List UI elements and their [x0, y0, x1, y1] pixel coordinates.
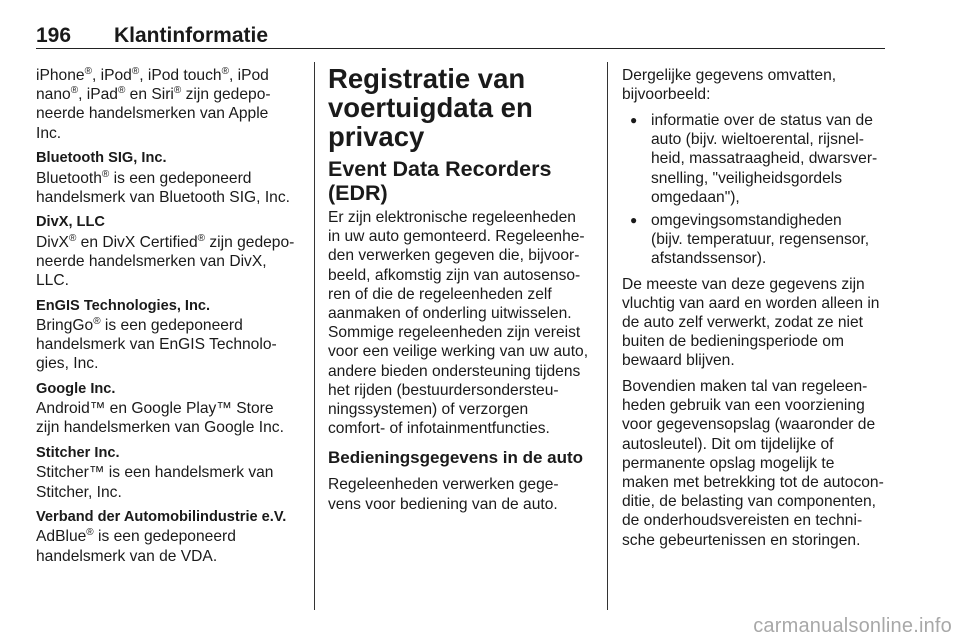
- text-line: ditie, de belasting van componenten,: [622, 493, 877, 511]
- bullet-line: informatie over de status van de: [651, 111, 873, 129]
- watermark: carmanualsonline.info: [753, 615, 952, 637]
- engis-line-1: BringGo® is een gedeponeerd: [36, 315, 243, 334]
- operating-data-paragraph: [328, 475, 590, 513]
- text-line: de auto zelf verwerkt, zodat ze niet: [622, 313, 863, 331]
- edr-text-line: andere bieden ondersteuning tijdens: [328, 362, 581, 380]
- edr-text-line: Sommige regeleenheden zijn vereist: [328, 324, 581, 342]
- stitcher-line-2: Stitcher, Inc.: [36, 483, 122, 501]
- edr-text-line: beeld, afkomstig zijn van autosenso-: [328, 266, 581, 284]
- edr-text-line: den verwerken gegeven die, bijvoor-: [328, 247, 580, 265]
- bullet-line: omgevingsomstandigheden: [651, 211, 842, 229]
- text-line: heden gebruik van een voorziening: [622, 397, 865, 415]
- column-2: [328, 63, 590, 520]
- volatile-data-paragraph: [622, 275, 890, 371]
- intro-line: Dergelijke gegevens omvatten,: [622, 67, 837, 84]
- edr-paragraph: [328, 208, 590, 438]
- section-heading-line-2: voertuigdata en privacy: [328, 92, 533, 152]
- edr-text-line: het rijden (bestuurdersondersteu-: [328, 381, 559, 399]
- edr-heading-line-2: (EDR): [328, 181, 388, 205]
- google-line-1: Android™ en Google Play™ Store: [36, 400, 274, 418]
- apple-line-2: nano®, iPad® en Siri® zijn gedepo-: [36, 85, 271, 104]
- text-line: autosleutel). Dit om tijdelijke of: [622, 435, 834, 453]
- divx-line-2: neerde handelsmerken van DivX,: [36, 252, 267, 270]
- intro-paragraph: [622, 66, 890, 104]
- column-divider-1: [314, 62, 315, 610]
- stitcher-trademark: [36, 444, 298, 502]
- text-line: bewaard blijven.: [622, 352, 735, 370]
- edr-text-line: Er zijn elektronische regeleenheden: [328, 209, 576, 226]
- vda-trademark: [36, 508, 298, 566]
- page-number: 196: [36, 24, 72, 47]
- edr-text-line: in uw auto gemonteerd. Regeleenhe-: [328, 228, 585, 246]
- bluetooth-line-2: handelsmerk van Bluetooth SIG, Inc.: [36, 188, 290, 206]
- bluetooth-trademark: [36, 149, 298, 207]
- engis-trademark: [36, 297, 298, 374]
- column-divider-2: [607, 62, 608, 610]
- vda-line-2: handelsmerk van de VDA.: [36, 547, 218, 565]
- column-1: [36, 66, 298, 572]
- divx-line-3: LLC.: [36, 272, 69, 290]
- apple-line-1: iPhone®, iPod®, iPod touch®, iPod: [36, 65, 269, 84]
- edr-text-line: aanmaken of onderling uitwisselen.: [328, 305, 572, 323]
- text-line: De meeste van deze gegevens zijn: [622, 275, 865, 293]
- bullet-line: (bijv. temperatuur, regensensor,: [651, 231, 870, 249]
- example-list: [622, 111, 890, 269]
- text-line: buiten de bedieningsperiode om: [622, 333, 844, 351]
- engis-line-3: gies, Inc.: [36, 355, 99, 373]
- bullet-line: heid, massatraagheid, dwarsver-: [651, 150, 878, 168]
- text-line: maken met betrekking tot de autocon-: [622, 474, 884, 492]
- page-header: [36, 24, 885, 49]
- operating-text-line: Regeleenheden verwerken gege-: [328, 476, 559, 494]
- apple-trademarks: [36, 66, 298, 143]
- vda-heading: Verband der Automobilindustrie e.V.: [36, 509, 287, 526]
- edr-text-line: comfort- of infotainmentfuncties.: [328, 420, 550, 438]
- text-line: sche gebeurtenissen en storingen.: [622, 531, 861, 549]
- google-line-2: zijn handelsmerken van Google Inc.: [36, 419, 284, 437]
- subsection-heading-operating-data: Bedieningsgegevens in de auto: [328, 448, 584, 468]
- divx-heading: DivX, LLC: [36, 214, 105, 231]
- apple-line-4: Inc.: [36, 124, 62, 142]
- bullet-line: auto (bijv. wieltoerental, rijsnel-: [651, 131, 864, 149]
- text-line: vluchtig van aard en worden alleen in: [622, 294, 880, 312]
- bluetooth-heading: Bluetooth SIG, Inc.: [36, 150, 167, 167]
- engis-heading: EnGIS Technologies, Inc.: [36, 297, 211, 314]
- subsection-heading-edr: [328, 157, 590, 205]
- operating-text-line: vens voor bediening van de auto.: [328, 495, 558, 513]
- intro-line: bijvoorbeeld:: [622, 86, 711, 104]
- bullet-line: snelling, "veiligheidsgordels: [651, 169, 843, 187]
- edr-heading-line-1: Event Data Recorders: [328, 157, 552, 181]
- google-heading: Google Inc.: [36, 381, 116, 398]
- list-item: [622, 111, 890, 207]
- edr-text-line: ren of die de regeleenheden zelf: [328, 285, 552, 303]
- bullet-line: afstandssensor).: [651, 250, 767, 268]
- section-heading-line-1: Registratie van: [328, 63, 526, 94]
- storage-paragraph: [622, 377, 890, 550]
- bullet-line: omgedaan"),: [651, 188, 740, 206]
- section-heading: [328, 64, 590, 151]
- vda-line-1: AdBlue® is een gedeponeerd: [36, 527, 236, 546]
- text-line: permanente opslag mogelijk te: [622, 454, 835, 472]
- running-title: Klantinformatie: [114, 24, 269, 47]
- divx-line-1: DivX® en DivX Certified® zijn gedepo-: [36, 232, 295, 251]
- text-line: Bovendien maken tal van regeleen-: [622, 378, 868, 396]
- stitcher-line-1: Stitcher™ is een handelsmerk van: [36, 464, 274, 482]
- text-line: voor gegevensopslag (waaronder de: [622, 416, 876, 434]
- column-3: [622, 66, 890, 556]
- edr-text-line: voor een veilige werking van uw auto,: [328, 343, 589, 361]
- stitcher-heading: Stitcher Inc.: [36, 445, 120, 462]
- text-line: de onderhoudsvereisten en techni-: [622, 512, 863, 530]
- engis-line-2: handelsmerk van EnGIS Technolo-: [36, 336, 277, 354]
- divx-trademark: [36, 213, 298, 290]
- apple-line-3: neerde handelsmerken van Apple: [36, 105, 269, 123]
- list-item: [622, 211, 890, 269]
- bluetooth-line-1: Bluetooth® is een gedeponeerd: [36, 168, 252, 187]
- edr-text-line: ningssystemen) of verzorgen: [328, 401, 529, 419]
- google-trademark: [36, 380, 298, 438]
